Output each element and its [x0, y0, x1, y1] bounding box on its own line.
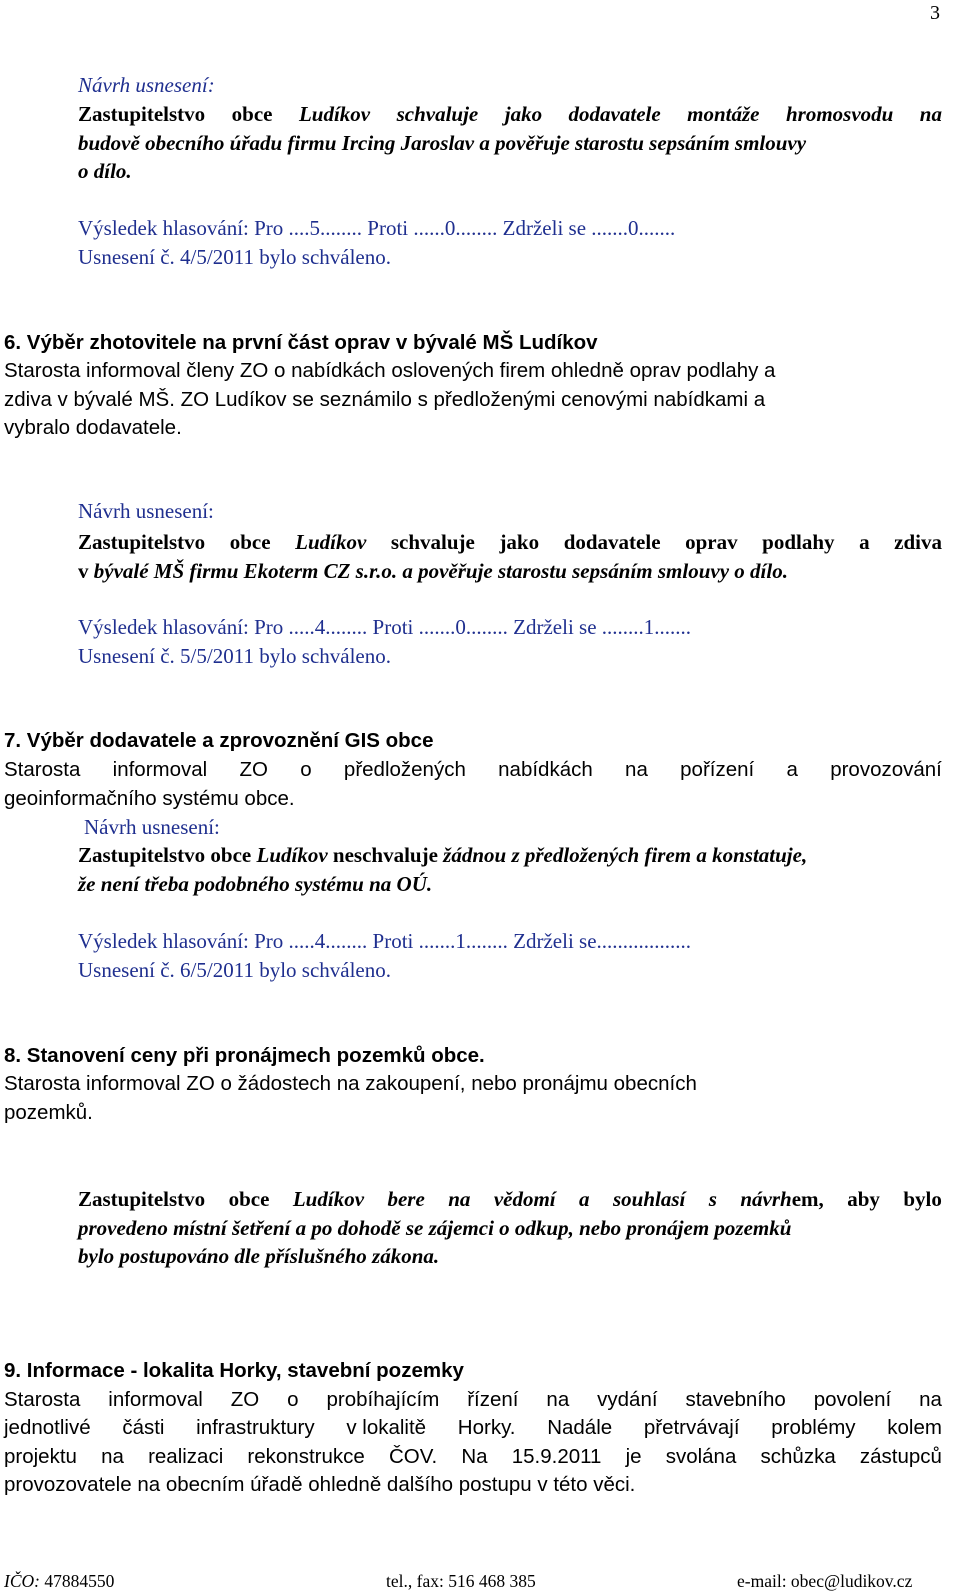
- word: ZO: [230, 1388, 260, 1411]
- word: infrastruktury: [196, 1416, 315, 1439]
- word: Zastupitelstvo obce: [78, 843, 257, 867]
- section-heading: 9. Informace - lokalita Horky, stavební pozemky: [4, 1359, 464, 1382]
- resolution-line: bylo postupováno dle příslušného zákona.: [78, 1244, 440, 1268]
- word: o: [287, 1388, 299, 1411]
- paragraph-line: provozovatele na obecním úřadě ohledně dalšího postupu v této věci.: [4, 1473, 636, 1496]
- paragraph-line: Starosta informoval členy ZO o nabídkách oslovených firem ohledně oprav podlahy a: [4, 359, 776, 382]
- word: schůzka: [760, 1445, 836, 1468]
- word: návrh: [740, 1187, 792, 1211]
- paragraph-line: Starosta informoval ZO o žádostech na zakoupení, nebo pronájmu obecních: [4, 1072, 697, 1095]
- word: vědomí: [493, 1187, 556, 1211]
- word: projektu: [4, 1445, 77, 1468]
- paragraph-line: geoinformačního systému obce.: [4, 787, 295, 810]
- section-heading: 7. Výběr dodavatele a zprovoznění GIS obce: [4, 729, 434, 752]
- resolution-line: [78, 557, 788, 586]
- word: rekonstrukce: [247, 1445, 365, 1468]
- paragraph-line: [4, 1385, 942, 1414]
- resolution-status: Usnesení č. 6/5/2011 bylo schváleno.: [78, 958, 392, 982]
- word: realizaci: [148, 1445, 224, 1468]
- word: oprav: [685, 530, 738, 554]
- word: a: [859, 530, 870, 554]
- word: Horky.: [457, 1416, 516, 1439]
- vote-result: Výsledek hlasování: Pro ....5........ Proti ......0........ Zdrželi se .......0.......: [78, 216, 676, 240]
- word: jednotlivé: [4, 1416, 91, 1439]
- section-heading: 8. Stanovení ceny při pronájmech pozemků obce.: [4, 1044, 485, 1067]
- resolution-line: o dílo.: [78, 159, 132, 183]
- paragraph-line: [4, 755, 942, 784]
- word: podlahy: [762, 530, 835, 554]
- footer-phone: tel., fax: 516 468 385: [386, 1571, 536, 1591]
- word: jako: [499, 530, 540, 554]
- word: Ludíkov: [298, 102, 371, 126]
- vote-result: Výsledek hlasování: Pro .....4........ Proti .......0........ Zdrželi se ........1.......: [78, 615, 692, 639]
- word: Ludíkov: [292, 1187, 365, 1211]
- word: vydání: [597, 1388, 658, 1411]
- word: Starosta: [4, 758, 81, 781]
- proposal-label: Návrh usnesení:: [84, 815, 220, 839]
- word: přetrvávají: [643, 1416, 740, 1439]
- word: probíhajícím: [326, 1388, 440, 1411]
- word: montáže: [687, 102, 760, 126]
- word: ČOV.: [388, 1445, 438, 1468]
- paragraph-line: pozemků.: [4, 1101, 93, 1124]
- word: [740, 1185, 823, 1214]
- word: části: [122, 1416, 165, 1439]
- paragraph-line: zdiva v bývalé MŠ. ZO Ludíkov se seznámilo s předloženými cenovými nabídkami a: [4, 388, 766, 411]
- resolution-line: provedeno místní šetření a po dohodě se zájemci o odkup, nebo pronájem pozemků: [78, 1216, 792, 1240]
- word: a: [786, 758, 798, 781]
- word: ZO: [239, 758, 268, 781]
- vote-result: Výsledek hlasování: Pro .....4........ Proti .......1........ Zdrželi se..................: [78, 929, 692, 953]
- word: na: [919, 1388, 942, 1411]
- word: obce: [231, 102, 273, 126]
- word: předložených: [343, 758, 466, 781]
- word: svolána: [665, 1445, 737, 1468]
- word: schvaluje: [396, 102, 479, 126]
- word: kolem: [887, 1416, 942, 1439]
- word: em,: [791, 1187, 824, 1211]
- word: na: [625, 758, 648, 781]
- word: problémy: [771, 1416, 856, 1439]
- word: informoval: [112, 758, 208, 781]
- word: na: [101, 1445, 124, 1468]
- word: informoval: [108, 1388, 203, 1411]
- resolution-line: že není třeba podobného systému na OÚ.: [78, 872, 433, 896]
- word: řízení: [467, 1388, 519, 1411]
- section-heading: 6. Výběr zhotovitele na první část oprav v bývalé MŠ Ludíkov: [4, 331, 598, 354]
- word: obce: [229, 530, 271, 554]
- word: jako: [504, 102, 543, 126]
- word: Zastupitelstvo: [78, 102, 206, 126]
- word: žádnou z předložených firem a konstatuje,: [443, 843, 808, 867]
- proposal-label: Návrh usnesení:: [78, 73, 215, 97]
- footer-email: e-mail: obec@ludikov.cz: [737, 1571, 913, 1591]
- paragraph-line: [4, 1442, 942, 1471]
- ico-label: IČO:: [4, 1571, 40, 1591]
- word: Ludíkov: [256, 843, 328, 867]
- word: na: [919, 102, 942, 126]
- word: Nadále: [547, 1416, 613, 1439]
- word: Ludíkov: [295, 530, 367, 554]
- word: je: [625, 1445, 642, 1468]
- ico-value: 47884550: [39, 1571, 115, 1591]
- word: v: [78, 559, 94, 583]
- word: bere: [387, 1187, 425, 1211]
- resolution-status: Usnesení č. 5/5/2011 bylo schváleno.: [78, 644, 392, 668]
- word: povolení: [813, 1388, 892, 1411]
- resolution-status: Usnesení č. 4/5/2011 bylo schváleno.: [78, 245, 392, 269]
- paragraph-line: vybralo dodavatele.: [4, 416, 182, 439]
- word: o: [300, 758, 312, 781]
- word: s: [708, 1187, 717, 1211]
- word: Starosta: [4, 1388, 81, 1411]
- word: Na: [461, 1445, 488, 1468]
- word: zdiva: [894, 530, 942, 554]
- word: pořízení: [680, 758, 755, 781]
- word: bylo: [903, 1187, 942, 1211]
- word: neschvaluje: [327, 843, 444, 867]
- word: aby: [847, 1187, 880, 1211]
- resolution-line: [78, 1185, 942, 1214]
- word: na: [546, 1388, 570, 1411]
- word: provozování: [830, 758, 942, 781]
- word: v lokalitě: [346, 1416, 427, 1439]
- word: zástupců: [859, 1445, 942, 1468]
- resolution-line: [78, 528, 942, 557]
- word: a: [579, 1187, 590, 1211]
- resolution-line: budově obecního úřadu firmu Ircing Jaroslav a pověřuje starostu sepsáním smlouvy: [78, 131, 807, 155]
- word: schvaluje: [390, 530, 475, 554]
- paragraph-line: [4, 1413, 942, 1442]
- page-number: 3: [930, 2, 940, 24]
- word: stavebního: [685, 1388, 786, 1411]
- resolution-line: [78, 841, 942, 870]
- word: souhlasí: [612, 1187, 686, 1211]
- word: Zastupitelstvo: [78, 530, 206, 554]
- word: hromosvodu: [785, 102, 894, 126]
- resolution-line: [78, 100, 942, 129]
- word: nabídkách: [498, 758, 593, 781]
- word: Zastupitelstvo: [78, 1187, 206, 1211]
- word: bývalé MŠ firmu Ekoterm CZ s.r.o. a pověřuje starostu sepsáním smlouvy o dílo.: [93, 559, 788, 583]
- word: dodavatele: [568, 102, 661, 126]
- word: dodavatele: [563, 530, 661, 554]
- proposal-label: Návrh usnesení:: [78, 499, 214, 523]
- word: obce: [228, 1187, 270, 1211]
- word: na: [448, 1187, 471, 1211]
- word: 15.9.2011: [511, 1445, 602, 1468]
